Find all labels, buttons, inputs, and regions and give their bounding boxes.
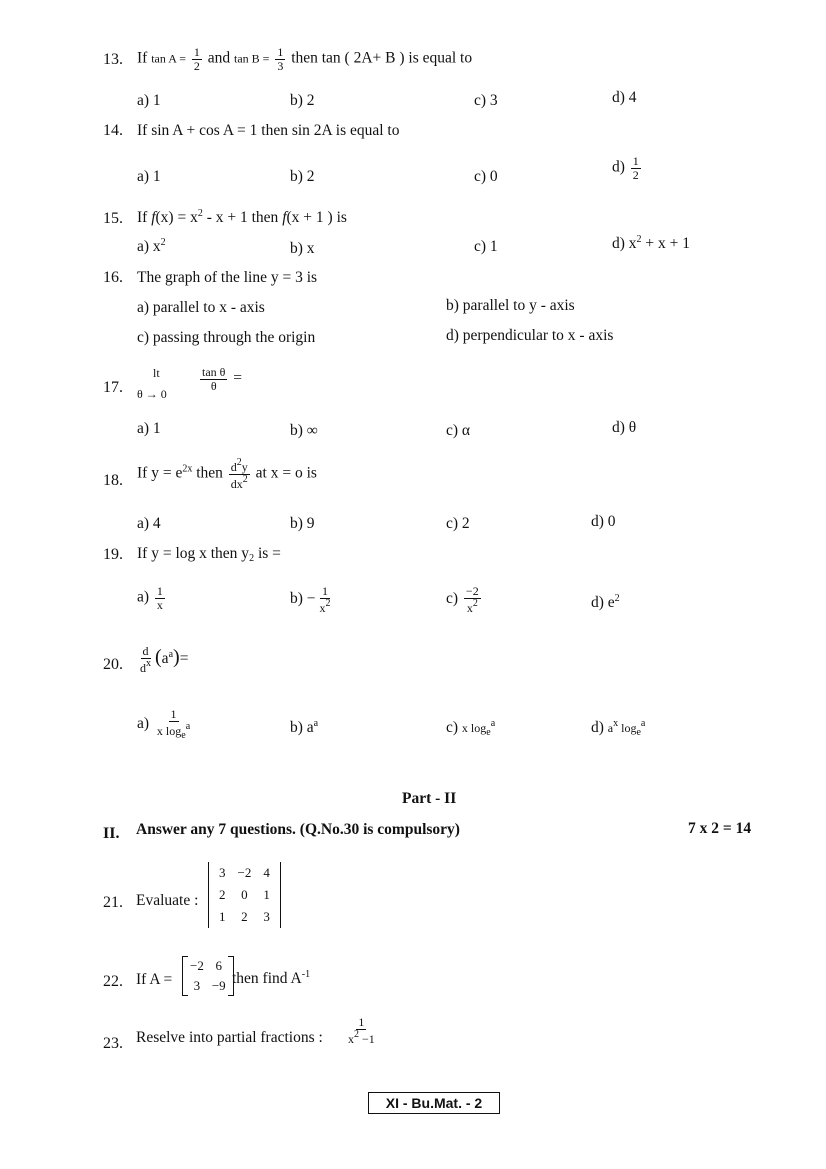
question-number: 18. xyxy=(103,472,123,489)
question-number: 16. xyxy=(103,269,123,286)
option-a: a) $\frac{1}{x \log_e^a}$ xyxy=(137,707,191,741)
determinant: 3 −2 4 2 0 1 1 2 3 xyxy=(208,862,281,928)
fraction: $\frac{1}{3}$ xyxy=(277,45,284,73)
question-text: If $y = e^{2x}$ then $\frac{d^2y}{dx^2}$ at x = o is xyxy=(137,457,317,491)
option-b: b) 2 xyxy=(290,168,315,185)
option-a: a) $x^2$ xyxy=(137,237,166,255)
option-d: d) 4 xyxy=(612,89,637,106)
page-footer-code: XI - Bu.Mat. - 2 xyxy=(368,1092,500,1114)
question-number: 22. xyxy=(103,973,123,990)
option-b: b) x xyxy=(290,240,315,257)
option-d: d) $e^2$ xyxy=(591,593,620,611)
limit-label: lt xyxy=(153,366,160,380)
option-c: c) 2 xyxy=(446,515,470,532)
section-marks: 7 x 2 = 14 xyxy=(688,820,752,837)
question-text: If $f(x) = x^2 - x + 1$ then f(x + 1 ) is xyxy=(137,208,347,226)
part-title: Part - II xyxy=(402,790,457,807)
question-number: 15. xyxy=(103,210,123,227)
question-text: If sin A + cos A = 1 then sin 2A is equal to xyxy=(137,122,400,139)
option-a: a) 1 xyxy=(137,168,161,185)
question-number: 23. xyxy=(103,1035,123,1052)
question-text: If A = xyxy=(136,971,173,988)
option-c: c) $\frac{-2}{x^2}$ xyxy=(446,584,479,615)
question-number: 20. xyxy=(103,656,123,673)
option-d: d) $\frac{1}{2}$ xyxy=(612,154,639,182)
option-c: c) 0 xyxy=(474,168,498,185)
question-number: 19. xyxy=(103,546,123,563)
section-roman: II. xyxy=(103,825,120,842)
option-a: a) 4 xyxy=(137,515,161,532)
option-a: a) $\frac{1}{x}$ xyxy=(137,584,163,612)
limit-expression: $\frac{\text{tan θ}}{\theta}$ = xyxy=(202,365,243,393)
option-d: d) $x^2 + x + 1$ xyxy=(612,234,691,252)
limit-subscript: θ → 0 xyxy=(137,387,167,401)
question-number: 14. xyxy=(103,122,123,139)
question-text: Evaluate : xyxy=(136,892,199,909)
option-c: c) α xyxy=(446,422,471,439)
option-a: a) 1 xyxy=(137,420,161,437)
fraction: $\frac{1}{x^2 -1}$ xyxy=(348,1015,375,1046)
option-b: b) − $\frac{1}{x^2}$ xyxy=(290,584,331,615)
option-b: b) 2 xyxy=(290,92,315,109)
question-number: 13. xyxy=(103,51,123,68)
section-instruction: Answer any 7 questions. (Q.No.30 is compulsory) xyxy=(136,821,460,838)
option-b: b) ∞ xyxy=(290,422,318,439)
question-text: The graph of the line y = 3 is xyxy=(137,269,318,286)
option-b: b) parallel to y - axis xyxy=(446,297,575,314)
question-text: Reselve into partial fractions : xyxy=(136,1029,323,1046)
option-c: c) x $\log_e^a$ xyxy=(446,718,496,738)
option-d: d) perpendicular to x - axis xyxy=(446,327,614,344)
fraction: $\frac{1}{2}$ xyxy=(193,45,200,73)
option-c: c) 3 xyxy=(474,92,498,109)
matrix: −2 6 3 −9 xyxy=(182,956,234,996)
option-d: d) $a^x$ $\log_e^a$ xyxy=(591,718,646,738)
option-d: d) θ xyxy=(612,419,637,436)
question-text-tail: then find $A^{-1}$ xyxy=(232,969,311,987)
question-number: 21. xyxy=(103,894,123,911)
option-a: a) 1 xyxy=(137,92,161,109)
question-number: 17. xyxy=(103,379,123,396)
option-c: c) passing through the origin xyxy=(137,329,316,346)
option-c: c) 1 xyxy=(474,238,498,255)
question-text: If y = log x then $y_2$ is = xyxy=(137,545,281,564)
option-b: b) $a^a$ xyxy=(290,718,319,736)
option-a: a) parallel to x - axis xyxy=(137,299,265,316)
option-d: d) 0 xyxy=(591,513,616,530)
question-text: If tan A = $\frac{1}{2}$ and tan B = $\frac{1}{3}$ then tan ( 2A+ B ) is equal to xyxy=(137,45,473,73)
question-text: $\frac{d}{d^x}$ $(a^a)=$ xyxy=(140,644,189,675)
option-b: b) 9 xyxy=(290,515,315,532)
